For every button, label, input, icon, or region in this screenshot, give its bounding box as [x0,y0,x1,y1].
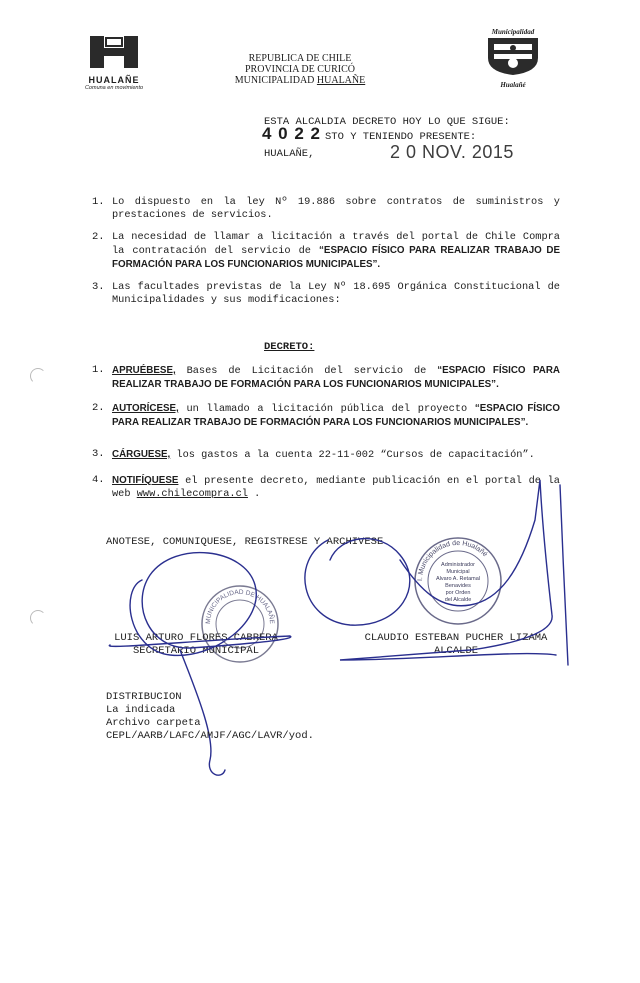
admin-stamp-line-2: Municipal [446,569,470,575]
decreto-number-2: 2. [92,402,105,414]
decreto-text-3: CÁRGUESE, los gastos a la cuenta 22-11-002 “Cursos de capacitación”. [112,449,535,461]
visto-number-2: 2. [92,231,105,243]
administrator-stamp-ring-text: I. Municipalidad de Hualañé [416,539,489,582]
admin-stamp-line-5: por Orden [445,590,471,596]
punch-hole-mark [30,368,46,384]
decreto-text-4: NOTIFÍQUESE el presente decreto, mediante publicación en el portal de la web www.chilecompra.cl . [112,475,560,500]
mayor-signature-loop [305,539,410,626]
decreto-text-1: APRUÉBESE, Bases de Licitación del servicio de “ESPACIO FÍSICO PARA REALIZAR TRABAJO DE FORMACIÓN PARA LOS FUNCIONARIOS MUNICIPALES”. [112,365,560,390]
letterhead-country: REPUBLICA DE CHILE [248,53,352,64]
admin-stamp-line-1: Administrador [441,562,475,568]
visto-text-3: Las facultades previstas de la Ley Nº 18.695 Orgánica Constitucional de Municipalidades y sus modificaciones: [112,281,560,306]
distribution-item: Archivo carpeta [106,717,201,729]
visto-2-service-name: “ESPACIO FÍSICO PARA REALIZAR TRABAJO DE FORMACIÓN PARA LOS FUNCIONARIOS MUNICIPALES”. [112,245,560,270]
secretary-signature-stroke [109,553,291,656]
letterhead-province: PROVINCIA DE CURICÓ [244,64,355,75]
chilecompra-link[interactable]: www.chilecompra.cl [136,488,248,500]
logo-tagline: Comuna en movimiento [84,85,144,91]
visto-number-3: 3. [92,281,105,293]
decree-date-stamp: 2 0 NOV. 2015 [390,142,514,162]
visto-text-2: La necesidad de llamar a licitación a través del portal de Chile Compra la contratación del servicio de “ESPACIO FÍSICO PARA REALIZAR TRABAJO DE FORMACIÓN PARA LOS FUNCIONARIOS MUNICIPALES”. [112,231,560,270]
closing-formula: ANOTESE, COMUNIQUESE, REGISTRESE Y ARCHIVESE [106,536,384,548]
decree-place: HUALAÑE, [264,148,315,160]
decree-intro-line-2: STO Y TENIENDO PRESENTE: [325,131,477,143]
distribution-title: DISTRIBUCION [106,691,182,703]
mayor-title: ALCALDE [433,645,479,657]
admin-stamp-line-6: del Alcalde [444,597,472,603]
distribution-item: CEPL/AARB/LAFC/AMJF/AGC/LAVR/yod. [106,730,314,742]
secretary-stamp-ring-text: MUNICIPALIDAD DE HUALAÑE [204,588,276,625]
distribution-block [106,691,314,743]
crest-bottom-label: Hualañé [500,81,526,89]
secretary-title: SECRETARIO MUNICIPAL [132,645,260,657]
decreto-number-1: 1. [92,364,105,376]
mayor-signature-vertical [560,485,568,665]
mayor-signature-stroke [340,480,556,660]
mayor-name: CLAUDIO ESTEBAN PUCHER LIZAMA [364,632,548,644]
visto-number-1: 1. [92,196,105,208]
crest-top-label: Municipalidad [491,28,535,36]
admin-stamp-line-4: Benavides [445,583,471,589]
decreto-heading: DECRETO: [264,341,315,353]
letterhead-municipality: MUNICIPALIDAD HUALAÑE [234,75,366,86]
decreto-number-4: 4. [92,474,105,486]
visto-text-1: Lo dispuesto en la ley Nº 19.886 sobre contratos de suministros y prestaciones de servicios. [112,196,560,221]
logo-name: HUALAÑE [88,75,140,85]
decree-number-stamp: 4 0 2 2 [262,124,321,143]
secretary-name: LUIS ARTURO FLORES CABRERA [114,632,278,644]
distribution-item: La indicada [106,704,176,716]
decreto-text-2: AUTORÍCESE, un llamado a licitación pública del proyecto “ESPACIO FÍSICO PARA REALIZAR TRABAJO DE FORMACIÓN PARA LOS FUNCIONARIOS MUNICIPALES”. [112,403,560,428]
decreto-number-3: 3. [92,448,105,460]
decree-intro-line: ESTA ALCALDIA DECRETO HOY LO QUE SIGUE: [264,116,510,128]
punch-hole-mark [30,610,46,626]
admin-stamp-line-3: Alvaro A. Retamal [435,576,481,582]
